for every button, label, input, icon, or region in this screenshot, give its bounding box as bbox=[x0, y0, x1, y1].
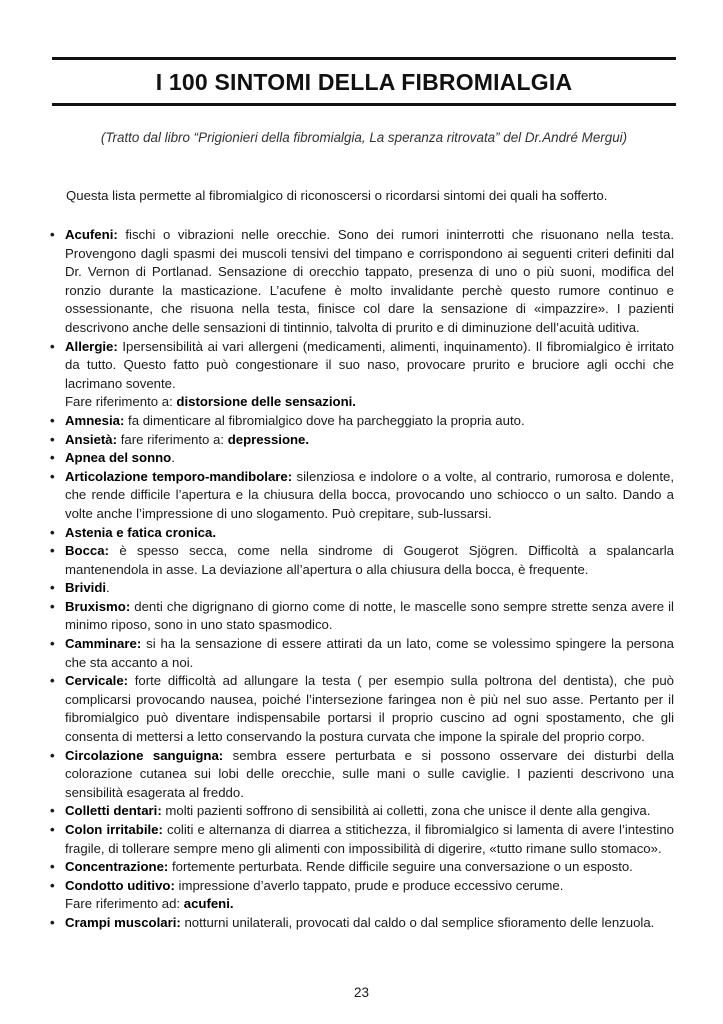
title-block bbox=[52, 57, 676, 106]
symptom-text: fare riferimento a: bbox=[117, 431, 228, 447]
list-item bbox=[50, 449, 674, 468]
list-item bbox=[50, 858, 674, 877]
list-item bbox=[50, 914, 674, 933]
symptom-text: notturni unilaterali, provocati dal caldo o dal semplice sfioramento delle lenzuola. bbox=[180, 914, 655, 930]
symptom-text: coliti e alternanza di diarrea a stitichezza, il fibromialgico si lamenta di avere l’intestino fragile, di tollerare sempre meno gli alimenti con impossibilità di digerire, «tutto rimane sullo stomaco». bbox=[65, 822, 674, 856]
symptom-text: è spesso secca, come nella sindrome di Gougerot Sjögren. Difficoltà a spalancarla mantenendola in asse. La deviazione all’apertura o alla chiusura della bocca, è frequente. bbox=[65, 543, 674, 577]
symptom-term: Camminare: bbox=[65, 636, 142, 652]
symptom-term: Amnesia: bbox=[65, 412, 125, 428]
list-item bbox=[50, 579, 674, 598]
title-bottom-rule bbox=[52, 103, 676, 106]
list-item bbox=[50, 542, 674, 579]
symptom-term: Circolazione sanguigna: bbox=[65, 747, 224, 763]
reference-term: acufeni. bbox=[183, 896, 234, 912]
cross-reference bbox=[65, 895, 674, 914]
list-item bbox=[50, 598, 674, 635]
symptom-text: si ha la sensazione di essere attirati da un lato, come se volessimo spingere la persona che sta accanto a noi. bbox=[65, 636, 674, 670]
list-item bbox=[50, 338, 674, 412]
reference-term: distorsione delle sensazioni. bbox=[176, 394, 356, 410]
intro-paragraph: Questa lista permette al fibromialgico di riconoscersi o ricordarsi sintomi dei quali ha sofferto. bbox=[66, 188, 608, 203]
symptom-text: . bbox=[106, 580, 110, 596]
list-item bbox=[50, 412, 674, 431]
symptom-term: Astenia e fatica cronica. bbox=[65, 524, 216, 540]
list-item bbox=[50, 431, 674, 450]
reference-prefix: Fare riferimento ad: bbox=[65, 896, 184, 912]
cross-reference bbox=[65, 393, 674, 412]
symptom-term: Ansietà: bbox=[65, 431, 118, 447]
list-item bbox=[50, 747, 674, 803]
page-number: 23 bbox=[353, 985, 370, 1000]
list-item bbox=[50, 821, 674, 858]
list-item bbox=[50, 524, 674, 543]
symptom-text: forte difficoltà ad allungare la testa ( per esempio sulla poltrona del dentista), che può complicarsi provocando nausea, poiché l’intersezione faringea non è più nel suo asse. Pertanto per il fibromialgico può diventare indispensabile portarsi il proprio cuscino ad ogni spostamento, che gli consenta di mettersi a letto conservando la postura curvata che impone la spirale del proprio corpo. bbox=[65, 673, 674, 745]
symptom-text: . bbox=[171, 450, 175, 466]
symptom-term: Articolazione temporo-mandibolare: bbox=[65, 468, 293, 484]
symptom-term: Cervicale: bbox=[65, 673, 129, 689]
list-item bbox=[50, 635, 674, 672]
title-top-rule bbox=[52, 57, 676, 60]
list-item bbox=[50, 672, 674, 746]
symptom-text: denti che digrignano di giorno come di notte, le mascelle sono sempre strette senza avere il minimo riposo, sono in uno stato spasmodico. bbox=[65, 598, 674, 633]
source-citation: (Tratto dal libro “Prigionieri della fibromialgia, La speranza ritrovata” del Dr.André Mergui) bbox=[100, 130, 628, 145]
symptom-text: fischi o vibrazioni nelle orecchie. Sono dei rumori ininterrotti che risuonano nella testa. Provengono dagli spasmi dei muscoli tensivi del timpano e corrispondono ai seguenti criteri definiti dal Dr. Vernon di Portlanad. Sensazione di orecchio tappato, presenza di uno o più suoni, modifica del ronzio durante la masticazione. L’acufene è molto invalidante perchè questo rumore continuo e ossessionante, che risuona nella testa, finisce col dare la sensazione di «impazzire». I pazienti descrivono anche delle sensazioni di tintinnio, talvolta di prurito e di diminuzione dell’acuità uditiva. bbox=[65, 227, 674, 335]
reference-prefix: Fare riferimento a: bbox=[65, 394, 177, 410]
symptom-text: molti pazienti soffrono di sensibilità ai colletti, zona che unisce il dente alla gengiva. bbox=[161, 803, 651, 819]
symptom-term: Crampi muscolari: bbox=[65, 914, 181, 930]
symptom-term: Condotto uditivo: bbox=[65, 877, 175, 893]
symptom-term: Colletti dentari: bbox=[65, 803, 162, 819]
symptom-text: silenziosa e indolore o a volte, al contrario, rumorosa e dolente, che rende difficile l’apertura e la chiusura della bocca, provocando uno schiocco o un salto. Dando a volte anche l’impressione di uno slogamento. Può crepitare, sub-lussarsi. bbox=[65, 468, 674, 521]
symptom-term: Apnea del sonno bbox=[65, 450, 172, 466]
symptom-list bbox=[50, 226, 674, 933]
symptom-term: Bruxismo: bbox=[65, 598, 131, 614]
list-item bbox=[50, 468, 674, 524]
list-item bbox=[50, 226, 674, 338]
symptom-term: Acufeni: bbox=[65, 227, 118, 242]
page-title: I 100 SINTOMI DELLA FIBROMIALGIA bbox=[155, 69, 573, 95]
symptom-text: Ipersensibilità ai vari allergeni (medicamenti, alimenti, inquinamento). Il fibromialgico è irritato da tutto. Questo fatto può congestionare il suo naso, provocare prurito e bruciore agli occhi che lacrimano sovente. bbox=[65, 338, 674, 391]
list-item bbox=[50, 877, 674, 914]
symptom-text: fortemente perturbata. Rende difficile seguire una conversazione o un esposto. bbox=[168, 859, 633, 875]
symptom-text: impressione d’averlo tappato, prude e produce eccessivo cerume. bbox=[174, 877, 564, 893]
list-item bbox=[50, 802, 674, 821]
symptom-text: sembra essere perturbata e si possono osservare dei disturbi della colorazione cutanea sui lobi delle orecchie, sulle mani o sulle caviglie. I pazienti descrivono una sensibilità esagerata al freddo. bbox=[65, 747, 674, 800]
symptom-term: Allergie: bbox=[65, 338, 118, 354]
symptom-term: Bocca: bbox=[65, 543, 109, 559]
symptom-text: fa dimenticare al fibromialgico dove ha parcheggiato la propria auto. bbox=[124, 412, 525, 428]
symptom-term: Colon irritabile: bbox=[65, 822, 163, 837]
symptom-term: Brividi bbox=[65, 580, 107, 596]
reference-term: depressione. bbox=[227, 431, 310, 447]
symptom-term: Concentrazione: bbox=[65, 859, 169, 875]
